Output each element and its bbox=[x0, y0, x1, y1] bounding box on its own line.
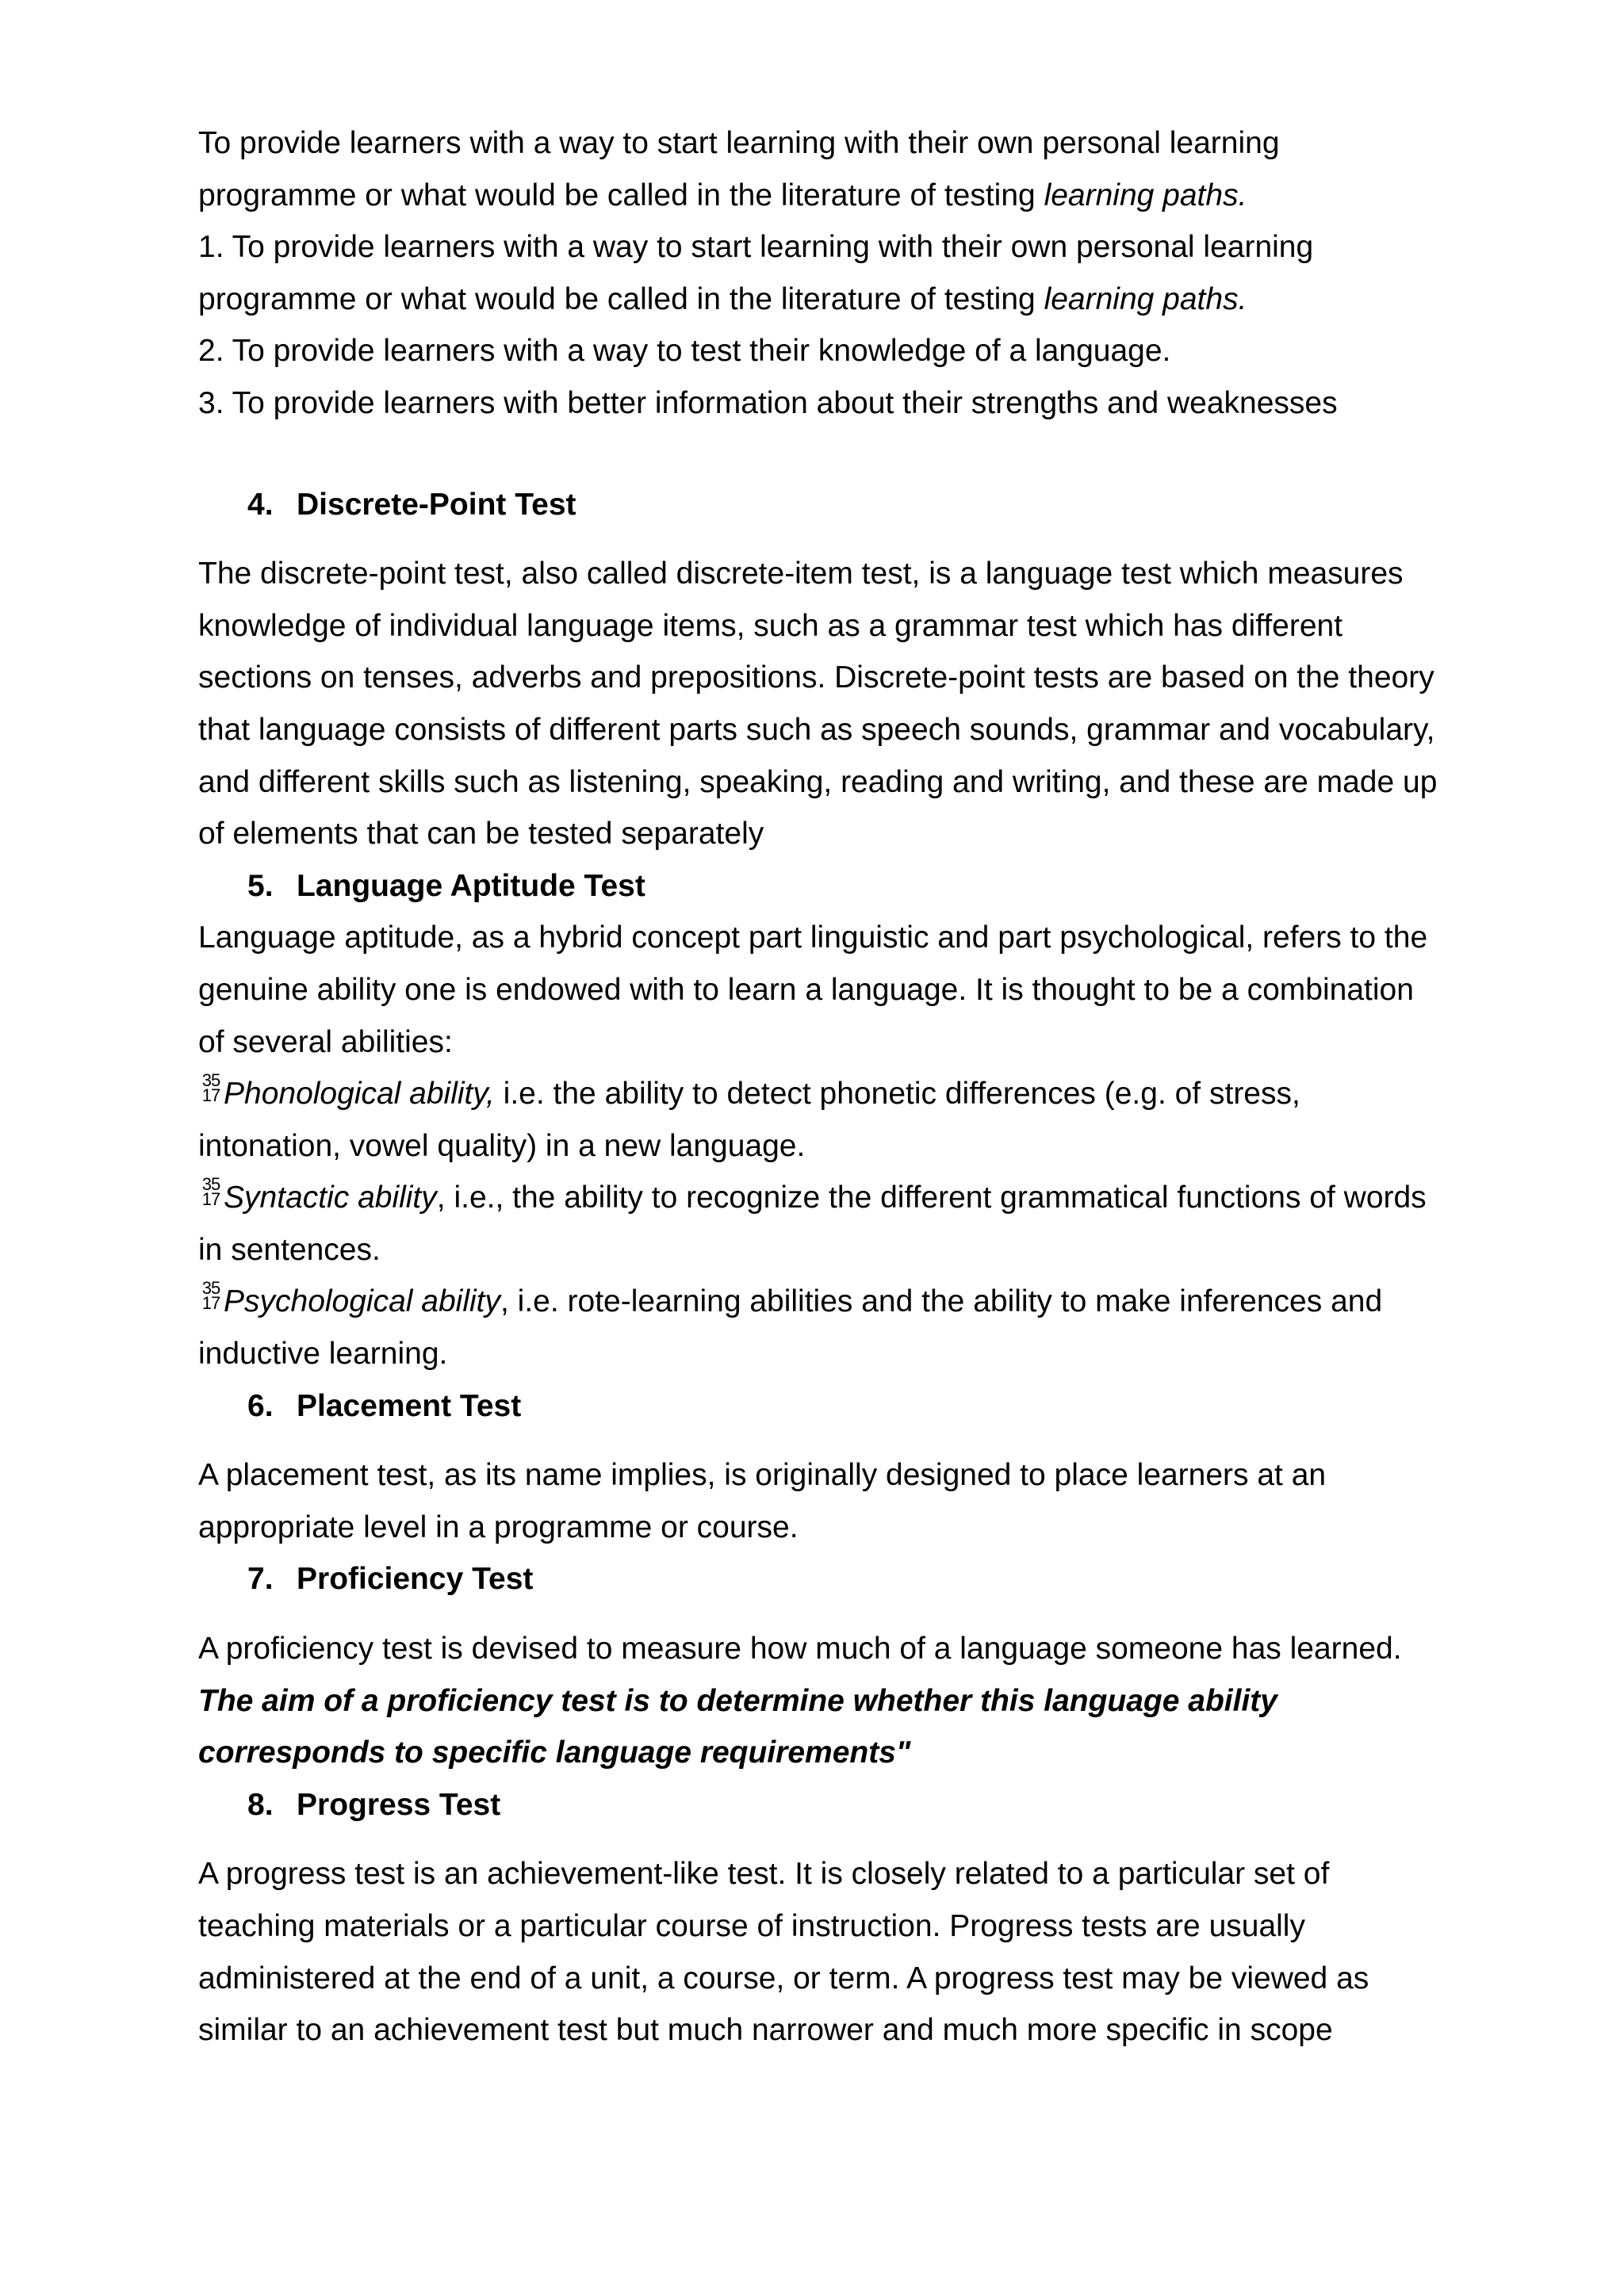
list-item: 2. To provide learners with a way to test their knowledge of a language. bbox=[198, 334, 1171, 369]
bullet-text: , i.e. rote-learning abilities and the ability to make inferences and inductive learning. bbox=[198, 1284, 1383, 1372]
list-item: 3. To provide learners with better information about their strengths and weaknesses bbox=[198, 385, 1338, 420]
section-body-language-aptitude: Language aptitude, as a hybrid concept part linguistic and part psychological, refers to the genuine ability one is endowed with to learn a language. It is thought to be a combination of several abilities: bbox=[198, 920, 1428, 1059]
section-number: 8. bbox=[247, 1787, 274, 1822]
section-title: Proficiency Test bbox=[297, 1562, 534, 1597]
bullet-symbol-top: 35 bbox=[201, 1174, 220, 1195]
bullet-text: , i.e., the ability to recognize the different grammatical functions of words in sentences. bbox=[198, 1181, 1427, 1267]
section-heading-progress bbox=[198, 1779, 1442, 1831]
bullet-symbol-bottom: 17 bbox=[201, 1189, 220, 1210]
section-body-discrete-point: The discrete-point test, also called discrete-item test, is a language test which measures knowledge of individual language items, such as a grammar test which has different sections on tenses, adverbs and prepositions. Discrete-point tests are based on the theory that language consists of different parts such as speech sounds, grammar and vocabulary, and different skills such as listening, speaking, reading and writing, and these are made up of elements that can be tested separately bbox=[198, 557, 1438, 851]
section-quote-proficiency: The aim of a proficiency test is to determine whether this language ability corresponds to specific language requirements" bbox=[198, 1683, 1277, 1770]
bullet-item bbox=[198, 1068, 1442, 1172]
bullet-symbol-bottom: 17 bbox=[201, 1085, 220, 1106]
bullet-symbol-bottom: 17 bbox=[201, 1293, 220, 1314]
list-item-text: 1. To provide learners with a way to start learning with their own personal learning programme or what would be called in the literature of testing bbox=[198, 230, 1314, 316]
section-title: Progress Test bbox=[297, 1787, 501, 1822]
section-heading-discrete-point bbox=[198, 479, 1442, 531]
bullet-term: Phonological ability, bbox=[224, 1077, 495, 1112]
section-number: 6. bbox=[247, 1388, 274, 1423]
section-number: 4. bbox=[247, 487, 274, 522]
section-heading-placement bbox=[198, 1380, 1442, 1433]
list-item bbox=[198, 221, 1442, 325]
bullet-term: Syntactic ability bbox=[224, 1181, 437, 1215]
bullet-symbol bbox=[198, 1174, 224, 1210]
intro-paragraph bbox=[198, 117, 1442, 221]
bullet-symbol bbox=[198, 1070, 224, 1106]
intro-text: To provide learners with a way to start learning with their own personal learning programme or what would be called in the literature of testing bbox=[198, 126, 1280, 212]
section-number: 7. bbox=[247, 1562, 274, 1597]
list-item-emphasis: learning paths. bbox=[1044, 281, 1247, 316]
section-title: Placement Test bbox=[297, 1388, 522, 1423]
section-title: Language Aptitude Test bbox=[297, 868, 645, 903]
section-body-progress: A progress test is an achievement-like test. It is closely related to a particular set of teaching materials or a particular course of instruction. Progress tests are usually administered at the end of a unit, a course, or term. A progress test may be viewed as similar to an achievement test but much narrower and much more specific in scope bbox=[198, 1857, 1369, 2048]
bullet-item bbox=[198, 1276, 1442, 1380]
section-heading-language-aptitude bbox=[198, 860, 1442, 913]
bullet-symbol-top: 35 bbox=[201, 1278, 220, 1299]
section-title: Discrete-Point Test bbox=[297, 487, 576, 522]
section-heading-proficiency bbox=[198, 1553, 1442, 1605]
bullet-term: Psychological ability bbox=[224, 1284, 501, 1319]
section-number: 5. bbox=[247, 868, 274, 903]
bullet-symbol-top: 35 bbox=[201, 1070, 220, 1091]
bullet-item bbox=[198, 1172, 1442, 1276]
bullet-text: i.e. the ability to detect phonetic differences (e.g. of stress, intonation, vowel quality) in a new language. bbox=[198, 1077, 1300, 1163]
section-body-proficiency: A proficiency test is devised to measure how much of a language someone has learned. bbox=[198, 1632, 1402, 1667]
intro-emphasis: learning paths. bbox=[1044, 178, 1247, 212]
bullet-symbol bbox=[198, 1278, 224, 1314]
section-body-placement: A placement test, as its name implies, is originally designed to place learners at an appropriate level in a programme or course. bbox=[198, 1458, 1327, 1544]
